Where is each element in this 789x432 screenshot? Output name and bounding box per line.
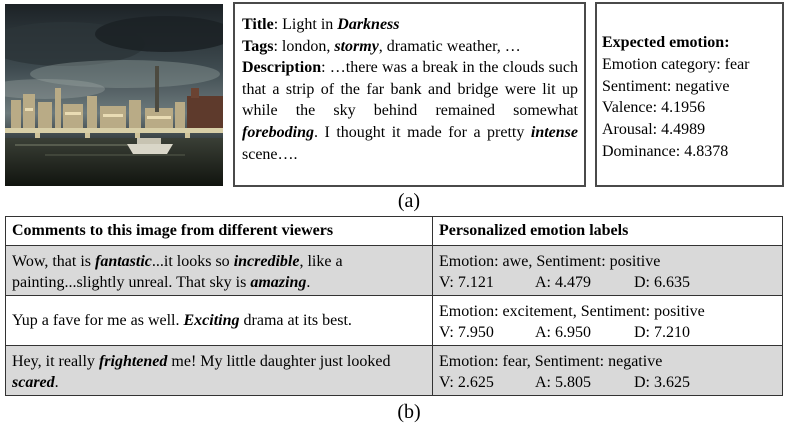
desc-part1: …there was a break in the clouds such that a strip of the far bank and bridge were lit up while the sky behind remained somewhat <box>242 59 578 120</box>
header-comments: Comments to this image from different viewers <box>6 217 433 246</box>
desc-part2: . I thought it made for a pretty <box>314 123 531 141</box>
emotion-sentiment: Emotion: fear, Sentiment: negative <box>439 353 663 370</box>
v-value: V: 7.950 <box>439 324 494 341</box>
arousal: Arousal: 4.4989 <box>602 121 706 139</box>
a-value: A: 5.805 <box>535 374 591 391</box>
v-value: V: 2.625 <box>439 374 494 391</box>
a-value: A: 6.950 <box>535 324 591 341</box>
comment-text: ...it looks so <box>151 253 234 270</box>
comments-table <box>5 216 783 396</box>
label-cell <box>433 246 783 296</box>
desc-part3: scene…. <box>242 145 298 163</box>
expected-emotion-box <box>595 2 784 187</box>
image-metadata-text: Title: Light in Darkness Tags: london, stormy, dramatic weather, … Description: …there was a break in the clouds such that a strip of the far bank and bridge were lit up while the sky behind remained somewhat foreboding. I thought it made for a pretty intense scene…. <box>242 16 578 163</box>
emotion-sentiment: Emotion: excitement, Sentiment: positive <box>439 303 705 320</box>
a-value: A: 4.479 <box>535 274 591 291</box>
sentiment: Sentiment: negative <box>602 77 730 95</box>
label-cell <box>433 346 783 396</box>
vad-values <box>439 372 776 393</box>
comment-emph: frightened <box>98 353 168 370</box>
stormy-london-photo <box>5 4 223 186</box>
tags-pre: london, <box>281 37 335 55</box>
image-metadata-box <box>233 2 586 187</box>
expected-emotion-heading: Expected emotion: <box>602 34 730 51</box>
table-row <box>6 246 783 296</box>
comment-text: drama at its best. <box>239 312 352 329</box>
description-label: Description <box>242 59 322 77</box>
comment-text: . <box>306 274 311 291</box>
table-row <box>6 296 783 346</box>
d-value: D: 3.625 <box>634 374 690 391</box>
vad-values <box>439 272 776 293</box>
emotion-sentiment: Emotion: awe, Sentiment: positive <box>439 253 661 270</box>
comment-emph: amazing <box>250 274 307 291</box>
comment-emph: Exciting <box>183 312 240 329</box>
desc-emph1: foreboding <box>242 123 314 141</box>
label-cell <box>433 296 783 346</box>
tags-emph: stormy <box>334 37 379 55</box>
comment-cell <box>6 346 433 396</box>
d-value: D: 6.635 <box>634 274 690 291</box>
d-value: D: 7.210 <box>634 324 690 341</box>
comment-text: Wow, that is <box>12 253 95 270</box>
tags-label: Tags <box>242 37 274 55</box>
valence: Valence: 4.1956 <box>602 99 706 117</box>
desc-emph2: intense <box>530 123 578 141</box>
v-value: V: 7.121 <box>439 274 494 291</box>
comment-emph: incredible <box>233 253 300 270</box>
comment-emph: scared <box>12 374 55 391</box>
comment-text: . <box>54 374 59 391</box>
title-label: Title <box>242 16 274 33</box>
comment-cell <box>6 246 433 296</box>
header-labels: Personalized emotion labels <box>433 217 783 246</box>
dominance: Dominance: 4.8378 <box>602 142 729 160</box>
tags-post: , dramatic weather, … <box>378 37 521 55</box>
table-header-row <box>6 217 783 246</box>
table-row <box>6 346 783 396</box>
comment-text: Yup a fave for me as well. <box>12 312 184 329</box>
title-prefix: Light in <box>282 16 338 33</box>
vad-values <box>439 322 776 343</box>
comment-text: me! My little daughter just looked <box>167 353 391 370</box>
comment-emph: fantastic <box>95 253 152 270</box>
caption-a: (a) <box>397 190 421 212</box>
comment-text: Hey, it really <box>12 353 99 370</box>
comment-cell <box>6 296 433 346</box>
caption-b: (b) <box>397 401 421 423</box>
comment-text: , like a painting...slightly unreal. That sky is <box>12 253 343 291</box>
title-emph: Darkness <box>337 16 400 33</box>
emotion-category: Emotion category: fear <box>602 55 750 73</box>
